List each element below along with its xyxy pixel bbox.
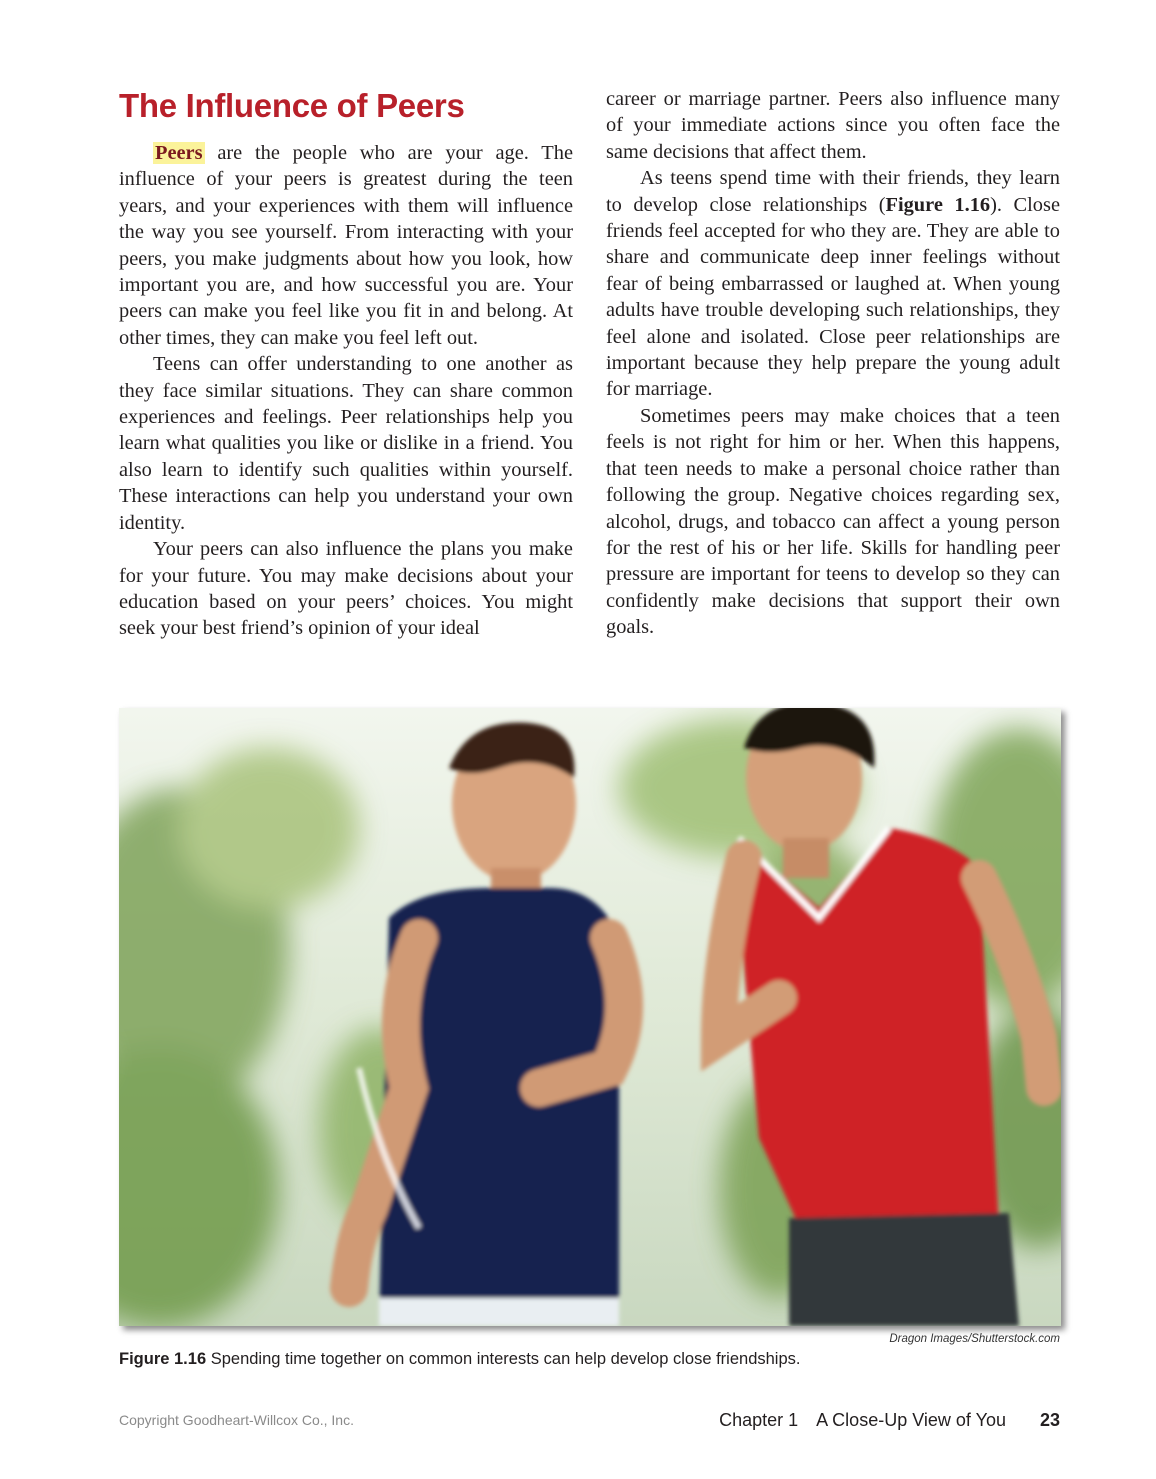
paragraph-continued: career or marriage partner. Peers also influence many of your immediate actions since you often face the same decisions that affect them. [606,88,1060,163]
figure-photo [119,708,1061,1326]
figure-reference: Figure 1.16 [885,193,991,216]
figure-caption [119,1350,1059,1369]
page-number: 23 [1039,1410,1060,1430]
chapter-title: A Close-Up View of You [816,1410,1006,1430]
photo-credit: Dragon Images/Shutterstock.com [889,1333,1060,1345]
paragraph-text: As teens spend time with their friends, they learn to develop close relationships ( [606,167,1060,216]
caption-text: Spending time together on common interests can help develop close friendships. [206,1350,801,1368]
paragraph-understanding: Teens can offer understanding to one another as they face similar situations. They can share common experiences and feelings. Peer relationships help you learn what qualities you like or dislike in a friend. You also learn to identify such qualities within yourself. These interactions can help you understand your own identity. [119,353,573,534]
photo-two-teens-jogging [119,708,1061,1326]
paragraph-text: ). Close friends feel accepted for who they are. They are able to share and communicate deep inner feelings without fear of being embarrassed or laughed at. When young adults have trouble developing such relationships, they feel alone and isolated. Close peer relationships are important because they help prepare the young adult for marriage. [606,193,1060,401]
paragraph-future-plans: Your peers can also influence the plans you make for your future. You may make decisions about your education based on your peers’ choices. You might seek your best friend’s opinion of your ideal [119,538,573,640]
running-footer [719,1410,1060,1431]
copyright-notice: Copyright Goodheart-Willcox Co., Inc. [119,1412,354,1428]
paragraph-close-relationships [606,165,1060,403]
paragraph-peer-pressure: Sometimes peers may make choices that a teen feels is not right for him or her. When this happens, that teen needs to make a personal choice rather than following the group. Negative choices regarding sex, alcohol, drugs, and tobacco can affect a young person for the rest of his or her life. Skills for handling peer pressure are important for teens to develop so they can confidently make decisions that support their own goals. [606,404,1060,639]
section-heading: The Influence of Peers [119,87,465,124]
right-column [606,86,1060,641]
paragraph-text: are the people who are your age. The influence of your peers is greatest during the teen years, and your experiences with them will influence the way you see yourself. From interacting with your peers, you make judgments about how you look, how important you are, and how successful you are. Your peers can make you feel like you fit in and belong. At other times, they can make you feel left out. [119,142,573,349]
highlighted-term: Peers [155,142,203,164]
paragraph-peers-definition [119,140,573,351]
caption-label: Figure 1.16 [119,1350,207,1368]
left-column [119,86,573,642]
chapter-label: Chapter 1 [719,1410,799,1430]
